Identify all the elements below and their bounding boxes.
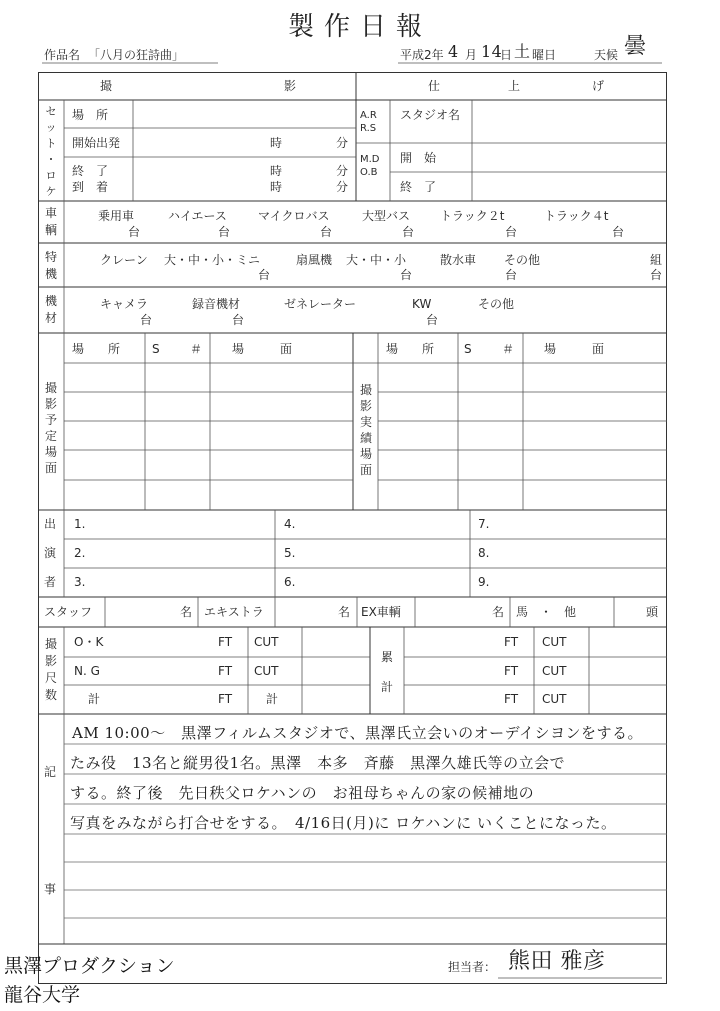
planned-s-header: S [152,342,160,356]
vehicle-bus: 大型バス [362,209,411,223]
date-month-suffix: 月 [465,48,478,62]
notes-line-2: たみ役 13名と縦男役1名。黒澤 本多 斉藤 黒澤久雄氏等の立会で [70,754,566,772]
vehicle-unit-3: 台 [320,225,333,239]
cum-total-cut: CUT [542,692,567,706]
staff-label: スタッフ [44,605,93,619]
date-era: 平成2年 [400,48,444,62]
fan-unit: 台 [400,268,413,282]
special-other-unit: 台 [650,268,663,282]
actual-scenes-side-label: 撮 影 実 績 場 面 [359,383,372,477]
ok-ft: FT [218,635,233,649]
vehicle-unit-4: 台 [402,225,415,239]
ob-label: O.B [360,167,378,178]
fan-sizes: 大・中・小 [346,253,407,267]
cumulative-side-a: 累 [381,650,394,664]
end-hour: 時 [270,164,283,178]
ng-label: N. G [74,664,100,678]
extras-label: エキストラ [204,605,264,619]
notes-side-a: 記 [44,765,57,779]
weather-label: 天候 [594,48,619,62]
document-title: 製作日報 [287,12,432,42]
end-label: 終 了 [72,164,109,178]
vehicle-unit-1: 台 [128,225,141,239]
rs-label: R.S [360,123,377,134]
date-day-suffix: 日 [500,48,513,62]
date-weekday: 土 [514,42,531,61]
camera-unit: 台 [140,313,153,327]
cum-ok-cut: CUT [542,635,567,649]
arrive-label: 到 着 [72,180,109,194]
horse-head-unit: 頭 [646,605,659,619]
camera-label: キャメラ [100,297,149,311]
responsible-signature: 熊田 雅彦 [508,949,606,974]
date-month-value: 4 [448,42,459,61]
shoot-header-a: 撮 [100,79,113,93]
cast-slot-8: 8. [478,546,490,560]
crane-sizes: 大・中・小・ミニ [164,253,261,267]
special-set-unit: 組 [650,253,663,267]
work-label: 作品名 [44,48,81,62]
notes-line-1: AM 10:00～ 黒澤フィルムスタジオで、黒澤氏立会いのオーデイシヨンをする。 [72,724,644,742]
footage-side-label: 撮 影 尺 数 [44,637,57,702]
cast-side-1: 出 [44,517,57,531]
shoot-header-b: 影 [284,79,297,93]
generator-label: ゼネレーター [284,297,357,311]
depart-minute: 分 [336,136,349,150]
vehicle-unit-2: 台 [218,225,231,239]
notes-line-4: 写真をみながら打合せをする。 4/16日(月)に ロケハンに いくことになった。 [70,814,617,832]
kw-label: KW [412,297,432,311]
crane-label: クレーン [100,253,148,267]
horse-other-label: 馬 ・ 他 [516,605,577,619]
vehicle-unit-5: 台 [505,225,518,239]
actual-place-header: 場 所 [386,342,435,356]
total-cut-label: 計 [266,692,279,706]
planned-place-header: 場 所 [72,342,121,356]
vehicle-unit-6: 台 [612,225,625,239]
crane-unit: 台 [258,268,271,282]
planned-scenes-side-label: 撮 影 予 定 場 面 [44,381,57,475]
finish-start-label: 開 始 [400,151,437,165]
finish-header-b: 上 [508,79,521,93]
cum-total-ft: FT [504,692,519,706]
planned-scene-header: 場 面 [232,342,293,356]
work-title: 「八月の狂詩曲」 [88,48,185,62]
cum-ng-cut: CUT [542,664,567,678]
total-ft: FT [218,692,233,706]
audio-label: 録音機材 [192,297,241,311]
cast-slot-7: 7. [478,517,490,531]
vehicle-truck-2t: トラック２t [440,209,505,223]
ex-vehicle-label: EX車輌 [361,605,401,619]
special-side-label: 特 機 [44,250,57,281]
ok-label: O・K [74,635,104,649]
cast-side-2: 演 [44,546,57,560]
weekday-label: 曜日 [532,48,557,62]
cum-ng-ft: FT [504,664,519,678]
extras-person-unit: 名 [338,605,351,619]
vehicle-truck-4t: トラック４t [544,209,609,223]
water-unit: 台 [505,268,518,282]
weather-value: 曇 [624,34,647,59]
actual-s-header: S [464,342,472,356]
planned-num-header: ＃ [190,342,203,356]
finish-header-a: 仕 [428,79,441,93]
cast-slot-6: 6. [284,575,296,589]
ng-cut: CUT [254,664,279,678]
fan-label: 扇風機 [296,253,333,267]
md-label: M.D [360,154,380,165]
responsible-label: 担当者： [448,960,497,974]
end-minute: 分 [336,164,349,178]
studio-name-label: スタジオ名 [400,108,461,122]
date-day-value: 14 [481,42,503,61]
finish-header-c: げ [592,79,605,93]
ng-ft: FT [218,664,233,678]
notes-line-3: する。終了後 先日秩父ロケハンの お祖母ちゃんの家の候補地の [70,784,535,802]
ok-cut: CUT [254,635,279,649]
kw-unit: 台 [426,313,439,327]
place-label: 場 所 [72,108,109,122]
watermark-line-2: 龍谷大学 [4,984,81,1006]
cast-slot-2: 2. [74,546,86,560]
ar-label: A.R [360,110,377,121]
audio-unit: 台 [232,313,245,327]
cast-slot-9: 9. [478,575,490,589]
water-truck-label: 散水車 [440,253,477,267]
watermark-line-1: 黒澤プロダクション [4,955,175,977]
depart-hour: 時 [270,136,283,150]
set-loc-side-label: セ ッ ト ・ ロ ケ [45,105,57,198]
actual-scene-header: 場 面 [544,342,605,356]
footage-total-label: 計 [88,692,101,706]
ex-vehicle-person-unit: 名 [492,605,505,619]
equipment-side-label: 機 材 [44,294,57,325]
staff-person-unit: 名 [180,605,193,619]
start-depart-label: 開始出発 [72,136,121,150]
cast-slot-1: 1. [74,517,86,531]
arrive-minute: 分 [336,180,349,194]
cast-slot-4: 4. [284,517,296,531]
vehicle-sedan: 乗用車 [98,209,135,223]
equipment-other-label: その他 [478,297,515,311]
notes-side-b: 事 [44,882,57,896]
vehicles-side-label: 車 輌 [44,206,57,237]
actual-num-header: ＃ [502,342,515,356]
finish-end-label: 終 了 [400,180,437,194]
vehicle-microbus: マイクロバス [258,209,330,223]
vehicle-hiace: ハイエース [168,209,227,223]
cumulative-side-b: 計 [381,680,394,694]
special-other-label: その他 [504,253,541,267]
cast-slot-3: 3. [74,575,86,589]
cast-slot-5: 5. [284,546,296,560]
cast-side-3: 者 [44,575,57,589]
cum-ok-ft: FT [504,635,519,649]
arrive-hour: 時 [270,180,283,194]
